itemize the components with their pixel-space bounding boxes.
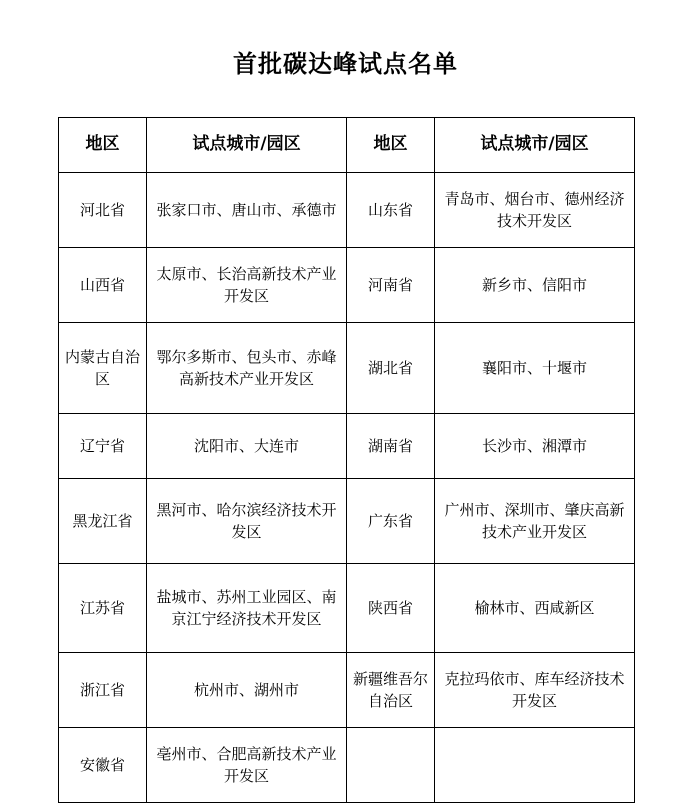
cell-region-right: 河南省 xyxy=(347,248,435,323)
table-body xyxy=(59,173,635,803)
column-header-cities-right: 试点城市/园区 xyxy=(435,118,635,173)
cell-cities-right: 榆林市、西咸新区 xyxy=(435,564,635,653)
cell-region-left: 安徽省 xyxy=(59,728,147,803)
cell-cities-left: 张家口市、唐山市、承德市 xyxy=(147,173,347,248)
cell-cities-left: 盐城市、苏州工业园区、南京江宁经济技术开发区 xyxy=(147,564,347,653)
cell-cities-right: 长沙市、湘潭市 xyxy=(435,414,635,479)
cell-cities-left: 黑河市、哈尔滨经济技术开发区 xyxy=(147,479,347,564)
table-row xyxy=(59,479,635,564)
cell-region-left: 江苏省 xyxy=(59,564,147,653)
cell-cities-left: 鄂尔多斯市、包头市、赤峰高新技术产业开发区 xyxy=(147,323,347,414)
pilot-list-table xyxy=(58,117,635,803)
table-row xyxy=(59,728,635,803)
table-container xyxy=(0,79,691,803)
cell-region-right: 新疆维吾尔自治区 xyxy=(347,653,435,728)
cell-cities-right: 克拉玛依市、库车经济技术开发区 xyxy=(435,653,635,728)
cell-region-left: 内蒙古自治区 xyxy=(59,323,147,414)
cell-region-left: 黑龙江省 xyxy=(59,479,147,564)
cell-region-right: 陕西省 xyxy=(347,564,435,653)
cell-cities-left: 亳州市、合肥高新技术产业开发区 xyxy=(147,728,347,803)
cell-cities-right: 青岛市、烟台市、德州经济技术开发区 xyxy=(435,173,635,248)
column-header-region-left: 地区 xyxy=(59,118,147,173)
table-row xyxy=(59,653,635,728)
cell-region-left: 浙江省 xyxy=(59,653,147,728)
cell-region-left: 山西省 xyxy=(59,248,147,323)
table-row xyxy=(59,323,635,414)
cell-region-right: 广东省 xyxy=(347,479,435,564)
table-row xyxy=(59,414,635,479)
cell-region-left: 辽宁省 xyxy=(59,414,147,479)
cell-cities-right-empty xyxy=(435,728,635,803)
column-header-region-right: 地区 xyxy=(347,118,435,173)
cell-cities-right: 广州市、深圳市、肇庆高新技术产业开发区 xyxy=(435,479,635,564)
cell-region-right: 山东省 xyxy=(347,173,435,248)
page-title: 首批碳达峰试点名单 xyxy=(233,49,458,78)
table-row xyxy=(59,248,635,323)
cell-cities-right: 襄阳市、十堰市 xyxy=(435,323,635,414)
column-header-cities-left: 试点城市/园区 xyxy=(147,118,347,173)
table-header-row xyxy=(59,118,635,173)
table-row xyxy=(59,173,635,248)
cell-region-right-empty xyxy=(347,728,435,803)
table-row xyxy=(59,564,635,653)
cell-region-right: 湖南省 xyxy=(347,414,435,479)
cell-region-right: 湖北省 xyxy=(347,323,435,414)
cell-cities-left: 杭州市、湖州市 xyxy=(147,653,347,728)
table-header xyxy=(59,118,635,173)
cell-cities-left: 沈阳市、大连市 xyxy=(147,414,347,479)
cell-cities-right: 新乡市、信阳市 xyxy=(435,248,635,323)
cell-region-left: 河北省 xyxy=(59,173,147,248)
cell-cities-left: 太原市、长治高新技术产业开发区 xyxy=(147,248,347,323)
